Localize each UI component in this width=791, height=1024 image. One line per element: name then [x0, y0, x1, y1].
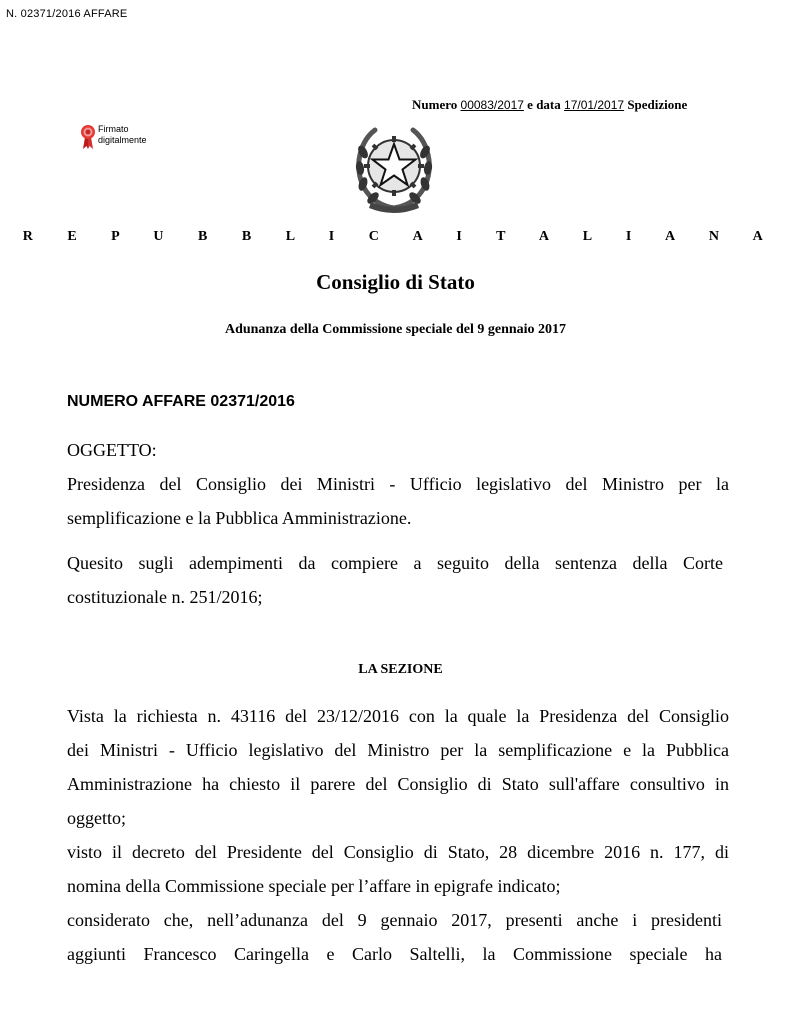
data-label: e data — [527, 97, 561, 112]
question-line: costituzionale n. 251/2016; — [67, 587, 263, 607]
subject-label: OGGETTO: — [67, 440, 157, 460]
question-line: Quesito sugli adempimenti da compiere a seguito della sentenza della Corte — [67, 553, 723, 573]
republic-heading: R E P U B B L I C A I T A L I A N A — [22, 229, 779, 244]
protocol-line — [412, 97, 687, 113]
subject-line: Presidenza del Consiglio dei Ministri - Ufficio legislativo del Ministro per la — [67, 474, 729, 494]
numero-label: Numero — [412, 97, 458, 112]
body-line: aggiunti Francesco Caringella e Carlo Saltelli, la Commissione speciale ha — [67, 944, 722, 964]
signature-line-1: Firmato — [98, 124, 129, 134]
body-paragraph — [67, 699, 729, 971]
numero-value: 00083/2017 — [460, 98, 524, 112]
spedizione-label: Spedizione — [627, 97, 688, 112]
section-title: LA SEZIONE — [358, 662, 443, 677]
body-line: Amministrazione ha chiesto il parere del Consiglio di Stato sull'affare consultivo in — [67, 774, 729, 794]
body-line: Vista la richiesta n. 43116 del 23/12/2016 con la quale la Presidenza del Consiglio — [67, 706, 729, 726]
document-reference-header: N. 02371/2016 AFFARE — [6, 8, 128, 20]
affair-number: NUMERO AFFARE 02371/2016 — [67, 393, 295, 410]
subject-paragraph — [67, 433, 729, 535]
rosette-icon — [80, 124, 96, 150]
emblem-of-italy-icon — [353, 122, 435, 214]
signature-line-2: digitalmente — [98, 135, 147, 145]
body-line: dei Ministri - Ufficio legislativo del Ministro per la semplificazione e la Pubblica — [67, 740, 729, 760]
body-line: nomina della Commissione speciale per l’affare in epigrafe indicato; — [67, 876, 561, 896]
body-line: visto il decreto del Presidente del Consiglio di Stato, 28 dicembre 2016 n. 177, di — [67, 842, 729, 862]
meeting-subtitle: Adunanza della Commissione speciale del 9 gennaio 2017 — [224, 322, 567, 337]
subject-line: semplificazione e la Pubblica Amministrazione. — [67, 508, 412, 528]
data-value: 17/01/2017 — [564, 98, 625, 112]
council-title: Consiglio di Stato — [316, 270, 475, 294]
body-line: considerato che, nell’adunanza del 9 gennaio 2017, presenti anche i presidenti — [67, 910, 722, 930]
body-line: oggetto; — [67, 808, 126, 828]
digital-signature-badge — [80, 124, 147, 150]
question-paragraph — [67, 546, 723, 614]
